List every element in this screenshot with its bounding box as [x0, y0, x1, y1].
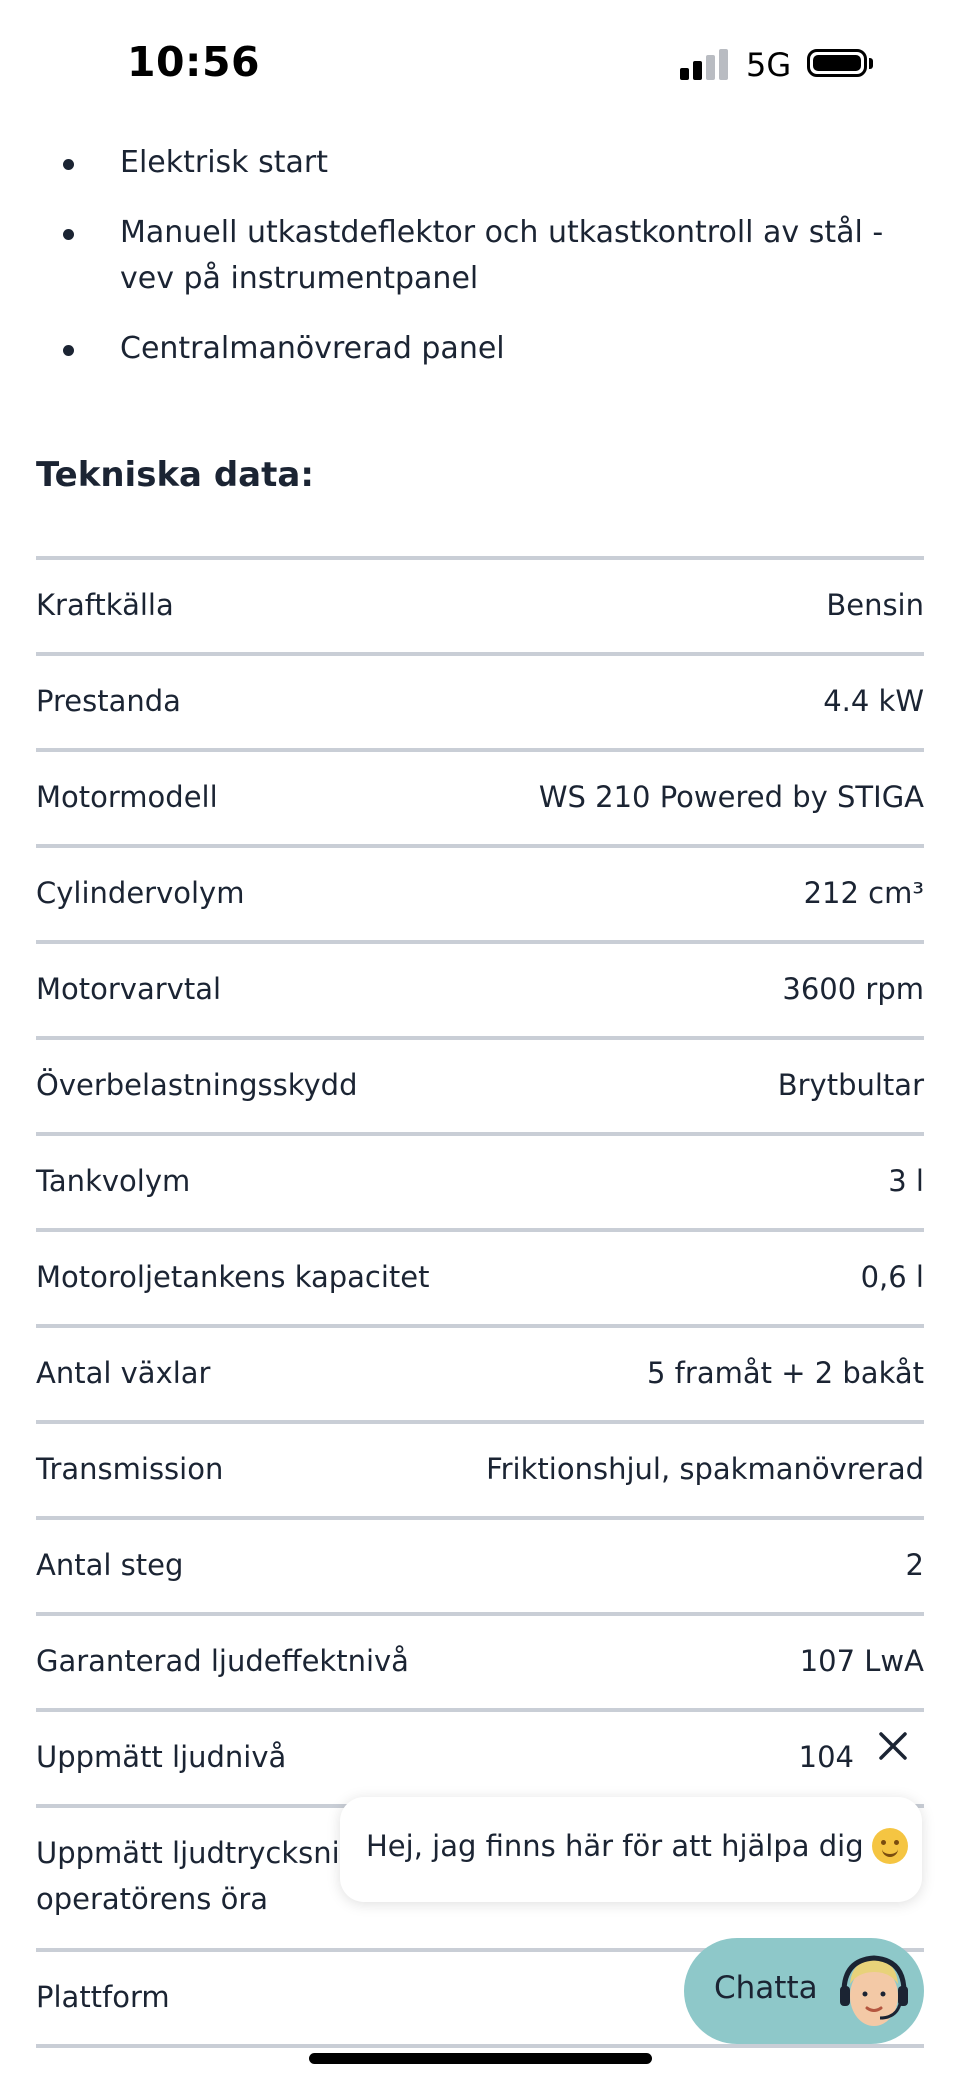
spec-value: 5 framåt + 2 bakåt	[647, 1356, 924, 1390]
chat-button[interactable]	[684, 1938, 924, 2044]
spec-label: Motormodell	[36, 780, 218, 814]
spec-label: Överbelastningsskydd	[36, 1068, 358, 1102]
spec-value: 212 cm³	[803, 876, 924, 910]
feature-item	[0, 210, 960, 302]
feature-list	[0, 140, 960, 396]
spec-value: 4.4 kW	[823, 684, 924, 718]
spec-label: Uppmätt ljudnivå	[36, 1740, 287, 1774]
spec-label: Antal steg	[36, 1548, 184, 1582]
feature-text: Elektrisk start	[120, 145, 328, 180]
spec-row	[36, 1708, 924, 1804]
spec-label: Plattform	[36, 1980, 170, 2014]
spec-label: Motoroljetankens kapacitet	[36, 1260, 430, 1294]
spec-label: Cylindervolym	[36, 876, 245, 910]
spec-label: Uppmätt ljudtrycksni operatörens öra	[36, 1836, 340, 1916]
spec-row	[36, 1420, 924, 1516]
spec-row	[36, 1516, 924, 1612]
spec-label: Motorvarvtal	[36, 972, 222, 1006]
battery-icon	[807, 49, 867, 77]
spec-row	[36, 1036, 924, 1132]
status-bar	[0, 0, 960, 130]
spec-value: Friktionshjul, spakmanövrerad	[486, 1452, 924, 1486]
spec-label: Transmission	[36, 1452, 224, 1486]
spec-row	[36, 1132, 924, 1228]
spec-value: 3 l	[888, 1164, 924, 1198]
spec-value: 0,6 l	[860, 1260, 924, 1294]
feature-item	[0, 140, 960, 186]
spec-value: Brytbultar	[777, 1068, 924, 1102]
bullet-icon	[63, 229, 74, 240]
smile-emoji-icon	[872, 1828, 908, 1864]
spec-label: Kraftkälla	[36, 588, 174, 622]
spec-value: 104	[798, 1740, 854, 1774]
spec-row	[36, 556, 924, 652]
feature-text: Centralmanövrerad panel	[120, 331, 505, 366]
bullet-icon	[63, 345, 74, 356]
spec-label: Prestanda	[36, 684, 181, 718]
chat-greeting-bubble[interactable]	[340, 1797, 922, 1902]
spec-label: Garanterad ljudeffektnivå	[36, 1644, 409, 1678]
table-divider	[36, 2044, 924, 2048]
spec-row	[36, 1612, 924, 1708]
spec-value: Bensin	[826, 588, 924, 622]
chat-greeting	[366, 1829, 908, 1866]
agent-avatar-icon	[834, 1946, 914, 2036]
section-title: Tekniska data:	[36, 455, 314, 495]
spec-row	[36, 940, 924, 1036]
spec-value: WS 210 Powered by STIGA	[538, 780, 924, 814]
status-time: 10:56	[127, 38, 261, 86]
chat-button-label: Chatta	[714, 1970, 818, 2006]
feature-text: Manuell utkastdeflektor och utkastkontroll av stål - vev på instrumentpanel	[120, 215, 884, 296]
spec-value: 107 LwA	[799, 1644, 924, 1678]
spec-row	[36, 1228, 924, 1324]
spec-value: 3600 rpm	[782, 972, 924, 1006]
feature-item	[0, 326, 960, 372]
spec-label: Tankvolym	[36, 1164, 191, 1198]
spec-row	[36, 652, 924, 748]
bullet-icon	[63, 159, 74, 170]
spec-label: Antal växlar	[36, 1356, 211, 1390]
home-indicator[interactable]	[309, 2053, 652, 2064]
spec-row	[36, 748, 924, 844]
battery-tip	[869, 58, 873, 69]
chat-greeting-text: Hej, jag finns här för att hjälpa dig	[366, 1829, 864, 1863]
network-type: 5G	[746, 46, 792, 84]
spec-row	[36, 844, 924, 940]
spec-row	[36, 1324, 924, 1420]
close-icon[interactable]	[875, 1728, 911, 1764]
spec-value: 2	[905, 1548, 924, 1582]
signal-icon	[680, 50, 732, 80]
